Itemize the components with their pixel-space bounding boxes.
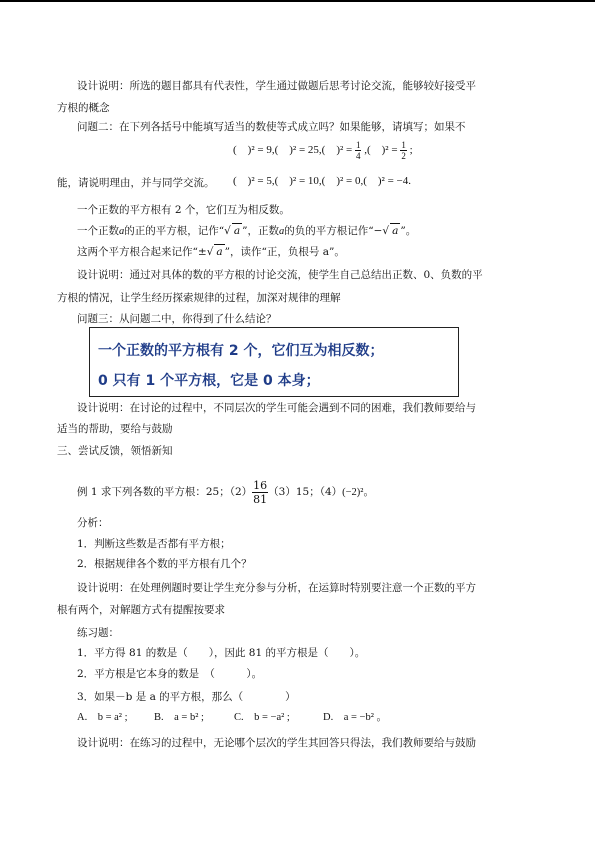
question-two: 问题二：在下列各括号中能填写适当的数使等式成立吗？如果能够，请填写；如果不 [77,121,466,133]
choice-d: D. a = −b² 。 [323,712,387,723]
conclusion-line-2: 0 只有 1 个平方根，它是 0 本身； [98,373,320,389]
choice-c: C. b = −a² ; [234,712,290,723]
sqrt-a: √ a [224,225,241,237]
equation-row-2: ( )² = 5,( )² = 10,( )² = 0,( )² = −4. [233,175,412,187]
design-note-2: 设计说明：通过对具体的数的平方根的讨论交流，使学生自己总结出正数、0、负数的平 [77,269,483,281]
exercise-label: 练习题： [77,627,119,639]
notation-line: 一个正数a的正的平方根，记作“√ a ”，正数a的负的平方根记作“−√ a ”。 [77,225,417,237]
analysis-step-1: 1．判断这些数是否都有平方根； [77,538,231,550]
exercise-2: 2．平方根是它本身的数是 （ ）。 [77,668,263,680]
choice-a: A. b = a² ; [77,712,128,723]
design-note-4: 设计说明：在处理例题时要让学生充分参与分析，在运算时特别要注意一个正数的平方 [77,582,476,594]
question-three: 问题三：从问题二中，你得到了什么结论？ [77,313,277,325]
design-note-3-cont: 适当的帮助，要给与鼓励 [57,423,173,435]
conclusion-box [89,327,459,397]
example-one: 例 1 求下列各数的平方根：25；（2） $\frac{16}{81}$ （3）15；（4）(−2)²。 [77,478,374,506]
design-note-4-cont: 根有两个，对解题方式有提醒按要求 [57,604,225,616]
design-note-1: 设计说明：所选的题目都具有代表性，学生通过做题后思考讨论交流，能够较好接受平 [77,80,476,92]
pm-sqrt-a: ±√ a [197,246,223,258]
choice-b: B. a = b² ; [154,712,204,723]
fraction-one-half: $\frac{1}{2}$ [401,140,406,161]
top-rule [0,0,595,2]
design-note-5: 设计说明：在练习的过程中，无论哪个层次的学生其回答只得法，我们教师要给与鼓励 [77,737,476,749]
conclusion-line-1: 一个正数的平方根有 2 个，它们互为相反数； [98,343,384,359]
equation-row-1: ( )² = 9,( )² = 25,( )² = $\frac{1}{4}$ ,( )² = $\frac{1}{2}$ ; [233,140,413,161]
pm-notation-line: 这两个平方根合起来记作“±√ a ”，读作“正，负根号 a”。 [77,246,345,258]
statement-two-roots: 一个正数的平方根有 2 个，它们互为相反数。 [77,204,290,216]
fraction-16-81: $\frac{16}{81}$ [253,478,268,506]
exercise-3: 3．如果－b 是 a 的平方根，那么（ ） [77,691,296,703]
design-note-1-cont: 方根的概念 [57,102,110,114]
neg-sqrt-a: −√ a [373,225,399,237]
design-note-3: 设计说明：在讨论的过程中，不同层次的学生可能会遇到不同的困难，我们教师要给与 [77,402,476,414]
section-three-heading: 三、尝试反馈，领悟新知 [57,445,173,457]
exercise-1: 1．平方得 81 的数是（ ），因此 81 的平方根是（ ）。 [77,647,366,659]
design-note-2-cont: 方根的情况，让学生经历探索规律的过程，加深对规律的理解 [57,292,341,304]
analysis-step-2: 2．根据规律各个数的平方根有几个？ [77,558,252,570]
question-two-cont: 能，请说明理由，并与同学交流。 [57,177,215,189]
analysis-label: 分析： [77,517,109,529]
fraction-one-quarter: $\frac{1}{4}$ [355,140,361,161]
